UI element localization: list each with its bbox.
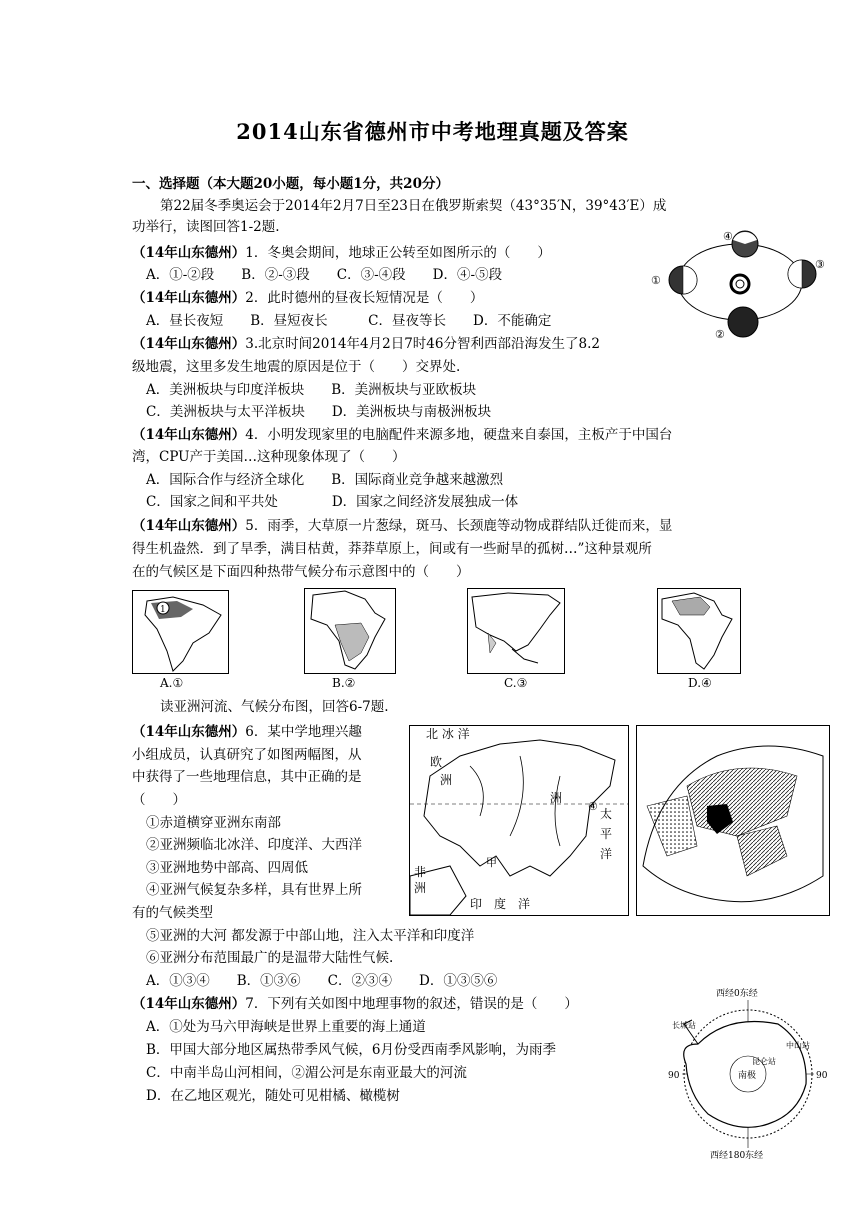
question-text: 2．此时德州的昼夜长短情况是（ ） (245, 290, 484, 306)
orbit-label-3: ③ (815, 258, 825, 271)
africa-label-1: 非 (414, 865, 427, 879)
q6-options: A．①③④ B．①③⑥ C．②③④ D．①③⑤⑥ (146, 973, 498, 989)
africa-map (304, 588, 396, 674)
q6-item-5: ⑤亚洲的大河 都发源于中部山地，注入太平洋和印度洋 (146, 928, 475, 944)
south-pole-label: 南极 (738, 1071, 757, 1081)
question-tag: （14年山东德州） (132, 336, 246, 352)
europe-label-2: 洲 (440, 773, 453, 787)
q6-line-4: （ ） (132, 792, 186, 808)
zhongshan-station-label: 中山站 (786, 1041, 810, 1050)
q6-item-1: ①赤道横穿亚洲东南部 (146, 815, 281, 831)
q4-options-1: A．国际合作与经济全球化 B．国际商业竞争越来越激烈 (146, 472, 504, 488)
changcheng-station-label: 长城站 (672, 1021, 696, 1030)
q4-line-2: 湾，CPU产于美国…这种现象体现了（ ） (132, 449, 406, 465)
page-title: 2014山东省德州市中考地理真题及答案 (236, 119, 629, 144)
question-text: 5．雨季，大草原一片葱绿，斑马、长颈鹿等动物成群结队迁徙而来，显 (245, 518, 673, 534)
south-america-map (132, 590, 229, 674)
q3-options-1: A．美洲板块与印度洋板块 B．美洲板块与亚欧板块 (146, 382, 477, 398)
asia-rivers-map (409, 725, 629, 916)
marker-4-label: ④ (588, 800, 598, 813)
africa-label-2: 洲 (414, 881, 427, 895)
q3-line-2: 级地震，这里多发生地震的原因是位于（ ）交界处. (132, 359, 461, 375)
q6-item-6: ⑥亚洲分布范围最广的是温带大陆性气候. (146, 950, 394, 966)
question-5 (132, 516, 672, 536)
question-tag: （14年山东德州） (132, 290, 246, 306)
kunlun-station-label: 昆仑站 (752, 1057, 776, 1066)
caption-c: C.③ (504, 676, 528, 690)
q6-item-4: ④亚洲气候复杂多样，具有世界上所 (146, 882, 362, 898)
bottom-meridian-label: 西经180东经 (710, 1151, 764, 1161)
left-90-label: 90 (668, 1071, 680, 1081)
pacific-label-2: 平 (600, 827, 613, 841)
q6-item-2: ②亚洲频临北冰洋、印度洋、大西洋 (146, 837, 362, 853)
question-4 (132, 425, 672, 445)
question-tag: （14年山东德州） (132, 245, 246, 261)
question-text: 3.北京时间2014年4月2日7时46分智利西部沿海发生了8.2 (245, 336, 600, 352)
question-1 (132, 243, 551, 263)
question-text: 4．小明发现家里的电脑配件来源多地，硬盘来自泰国，主板产于中国台 (245, 427, 673, 443)
question-3 (132, 334, 600, 354)
q5-line-2: 得生机盎然．到了旱季，满目枯黄，莽莽草原上，间或有一些耐旱的孤树…”这种景观所 (132, 541, 652, 557)
q6-line-2: 小组成员，认真研究了如图两幅图，从 (132, 747, 362, 763)
q7-option-d: D．在乙地区观光，随处可见柑橘、橄榄树 (146, 1088, 400, 1104)
read-instruction: 读亚洲河流、气候分布图，回答6-7题. (160, 699, 389, 715)
question-tag: （14年山东德州） (132, 724, 246, 740)
antarctica-map (668, 984, 830, 1162)
question-2 (132, 288, 483, 308)
pacific-label-1: 太 (600, 807, 613, 821)
europe-label: 欧 (430, 755, 443, 769)
question-tag: （14年山东德州） (132, 427, 246, 443)
q7-option-a: A．①处为马六甲海峡是世界上重要的海上通道 (146, 1019, 426, 1035)
orbit-label-1: ① (651, 274, 661, 287)
q6-item-3: ③亚洲地势中部高、四周低 (146, 860, 308, 876)
caption-b: B.② (332, 676, 356, 690)
q6-line-3: 中获得了一些地理信息，其中正确的是 (132, 769, 362, 785)
asia-small-map (467, 588, 565, 674)
right-90-label: 90 (816, 1071, 828, 1081)
q4-options-2: C．国家之间和平共处 D．国家之间经济发展独成一体 (146, 494, 519, 510)
pacific-label-3: 洋 (600, 847, 613, 861)
q3-options-2: C．美洲板块与太平洋板块 D．美洲板块与南极洲板块 (146, 404, 492, 420)
q5-line-3: 在的气候区是下面四种热带气候分布示意图中的（ ） (132, 564, 470, 580)
asia-climate-map (636, 725, 830, 916)
question-text: 6．某中学地理兴趣 (245, 724, 362, 740)
caption-a: A.① (160, 676, 184, 690)
asia-label: 洲 (550, 791, 563, 805)
question-text: 1．冬奥会期间，地球正公转至如图所示的（ ） (245, 245, 551, 261)
section-heading: 一、选择题（本大题20小题，每小题1分，共20分） (132, 176, 449, 192)
question-7 (132, 994, 578, 1014)
earth-orbit-figure (645, 222, 830, 342)
africa-map-2 (657, 588, 741, 674)
indian-ocean-label: 印 度 洋 (470, 897, 531, 911)
q2-options: A．昼长夜短 B．昼短夜长 C．昼夜等长 D．不能确定 (146, 313, 552, 329)
arctic-ocean-label: 北 冰 洋 (426, 727, 470, 741)
question-6 (132, 722, 362, 742)
q7-option-c: C．中南半岛山河相间，②湄公河是东南亚最大的河流 (146, 1065, 467, 1081)
q6-item-4b: 有的气候类型 (132, 905, 213, 921)
q7-option-b: B．甲国大部分地区属热带季风气候，6月份受西南季风影响，为雨季 (146, 1042, 557, 1058)
orbit-label-2: ② (715, 328, 725, 341)
intro-line-2: 功举行，读图回答1-2题. (132, 219, 280, 235)
svg-text:1: 1 (160, 605, 166, 615)
q1-options: A．①-②段 B．②-③段 C．③-④段 D．④-⑤段 (146, 267, 503, 283)
question-tag: （14年山东德州） (132, 518, 246, 534)
jia-label: 甲 (486, 856, 497, 869)
top-meridian-label: 西经0东经 (716, 989, 758, 999)
orbit-label-4: ④ (723, 230, 733, 243)
question-tag: （14年山东德州） (132, 996, 246, 1012)
question-text: 7．下列有关如图中地理事物的叙述，错误的是（ ） (245, 996, 578, 1012)
caption-d: D.④ (688, 676, 712, 690)
intro-line-1: 第22届冬季奥运会于2014年2月7日至23日在俄罗斯索契（43°35′N，39°43′E）成 (160, 198, 667, 214)
